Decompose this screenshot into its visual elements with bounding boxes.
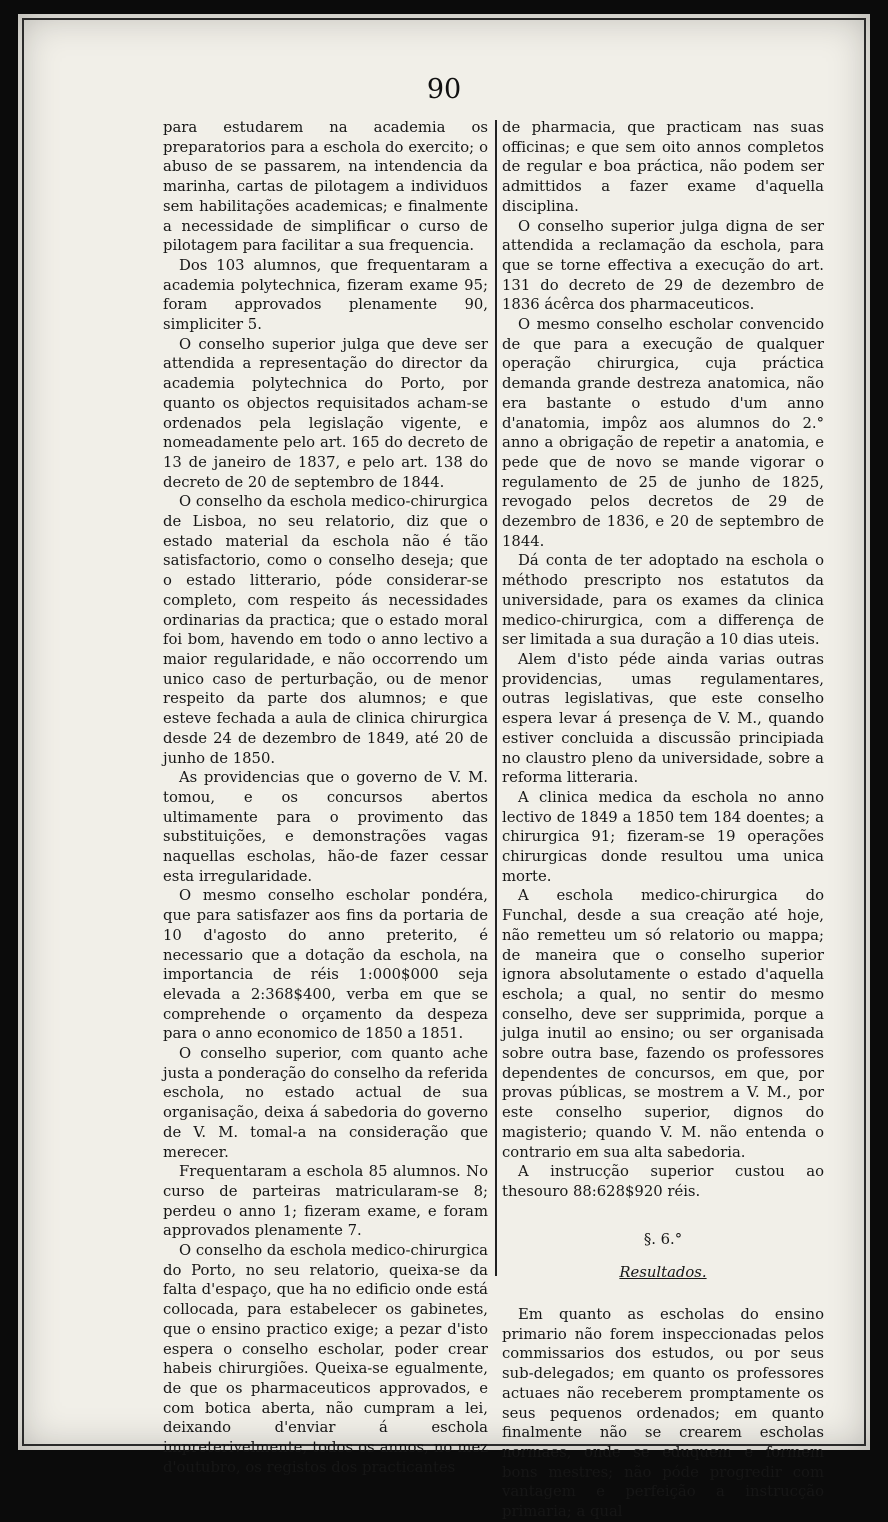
- paragraph: para estudarem na academia os preparatorios para a eschola do exercito; o abuso de se passarem, na intendencia da marinha, cartas de pilotagem a individuos sem habilitações academicas; e finalmente a necessidade de simplificar o curso de pilotagem para facilitar a sua frequencia.: [163, 119, 488, 255]
- left-column: [163, 118, 488, 1478]
- section-title: [502, 1263, 824, 1283]
- paragraph: Alem d'isto péde ainda varias outras providencias, umas regulamentares, outras legislativas, que este conselho espera levar á presença de V. M., quando estiver concluida a discussão principiada no claustro pleno da universidade, sobre a reforma litteraria.: [502, 650, 824, 787]
- paragraph: O mesmo conselho escholar convencido de que para a execução de qualquer operação chirurgica, cuja práctica demanda grande destreza anatomica, não era bastante o estudo d'um anno d'anatomia, impôz aos alumnos do 2.° anno a obrigação de repetir a anatomia, e pede que de novo se mande vigorar o regulamento de 25 de junho de 1825, revogado pelos decretos de 29 de dezembro de 1836, e 20 de septembro de 1844.: [502, 316, 824, 550]
- scanned-page: [18, 14, 870, 1521]
- paragraph: de pharmacia, que practicam nas suas officinas; e que sem oito annos completos de regular e boa práctica, não podem ser admittidos a fazer exame d'aquella disciplina.: [502, 119, 824, 215]
- paragraph: A eschola medico-chirurgica do Funchal, desde a sua creação até hoje, não remetteu um só relatorio ou mappa; de maneira que o conselho superior ignora absolutamente o estado d'aquella eschola; a qual, no sentir do mesmo conselho, deve ser supprimida, porque a julga inutil ao ensino; ou ser organisada sobre outra base, fazendo os professores dependentes de concursos, em que, por provas públicas, se mostrem a V. M., por este conselho superior, dignos do magisterio; quando V. M. não entenda o contrario em sua alta sabedoria.: [502, 887, 824, 1161]
- paragraph: O conselho da eschola medico-chirurgica de Lisboa, no seu relatorio, diz que o estado material da eschola não é tão satisfactorio, como o conselho deseja; que o estado litterario, póde considerar-se completo, com respeito ás necessidades ordinarias da practica; que o estado moral foi bom, havendo em todo o anno lectivo a maior regularidade, e não occorrendo um unico caso de perturbação, ou de menor respeito da parte dos alumnos; e que esteve fechada a aula de clinica chirurgica desde 24 de dezembro de 1849, até 20 de junho de 1850.: [163, 493, 488, 767]
- paragraph: Dá conta de ter adoptado na eschola o méthodo prescripto nos estatutos da universidade, para os exames da clinica medico-chirurgica, com a differença de ser limitada a sua duração a 10 dias uteis.: [502, 552, 824, 649]
- page-number: 90: [426, 74, 462, 105]
- right-column: [502, 118, 824, 1522]
- paragraph: O conselho da eschola medico-chirurgica do Porto, no seu relatorio, queixa-se da falta d'espaço, que ha no edificio onde está collocada, para estabelecer os gabinetes, que o ensino practico exige; a pezar d'isto espera o conselho escholar, poder crear habeis chirurgiões. Queixa-se egualmente, de que os pharmaceuticos approvados, e com botica aberta, não cumpram a lei, deixando d'enviar á eschola impreterivelmente, todos os annos, no mez d'outubro, os registos dos practicantes: [163, 1242, 488, 1476]
- paragraph: A clinica medica da eschola no anno lectivo de 1849 a 1850 tem 184 doentes; a chirurgica 91; fizeram-se 19 operações chirurgicas donde resultou uma unica morte.: [502, 788, 824, 885]
- section-heading: §. 6.°: [643, 1230, 683, 1248]
- paragraph: O mesmo conselho escholar pondéra, que para satisfazer aos fins da portaria de 10 d'agosto do anno preterito, é necessario que a dotação da eschola, na importancia de réis 1:000$000 seja elevada a 2:368$400, verba em que se comprehende o orçamento da despeza para o anno economico de 1850 a 1851.: [163, 887, 488, 1043]
- section-title-text: Resultados.: [619, 1264, 707, 1282]
- paragraph: Dos 103 alumnos, que frequentaram a academia polytechnica, fizeram exame 95; foram approvados plenamente 90, simpliciter 5.: [163, 256, 488, 334]
- paragraph: O conselho superior, com quanto ache justa a ponderação do conselho da referida eschola, no estado actual de sua organisação, deixa á sabedoria do governo de V. M. tomal-a na consideração que merecer.: [163, 1045, 488, 1161]
- paragraph: O conselho superior julga que deve ser attendida a representação do director da academia polytechnica do Porto, por quanto os objectos requisitados acham-se ordenados pela legislação vigente, e nomeadamente pelo art. 165 do decreto de 13 de janeiro de 1837, e pelo art. 138 do decreto de 20 de septembro de 1844.: [163, 335, 488, 491]
- paragraph: O conselho superior julga digna de ser attendida a reclamação da eschola, para que se torne effectiva a execução do art. 131 do decreto de 29 de dezembro de 1836 ácêrca dos pharmaceuticos.: [502, 217, 824, 314]
- paragraph: Frequentaram a eschola 85 alumnos. No curso de parteiras matricularam-se 8; perdeu o anno 1; fizeram exame, e foram approvados plenamente 7.: [163, 1163, 488, 1240]
- column-divider: [495, 120, 497, 1276]
- paragraph: As providencias que o governo de V. M. tomou, e os concursos abertos ultimamente para o provimento das substituições, e demonstrações vagas naquellas escholas, hão-de fazer cessar esta irregularidade.: [163, 769, 488, 885]
- paragraph: Em quanto as escholas do ensino primario não forem inspeccionadas pelos commissarios dos estudos, ou por seus sub-delegados; em quanto os professores actuaes não receberem promptamente os seus pequenos ordenados; em quanto finalmente não se crearem escholas normaes, onde se eduquem e formem bons mestres; não póde progredir com vantagem e perfeição a instrucção primaria; a qual: [502, 1306, 824, 1521]
- paragraph: A instrucção superior custou ao thesouro 88:628$920 réis.: [502, 1163, 824, 1200]
